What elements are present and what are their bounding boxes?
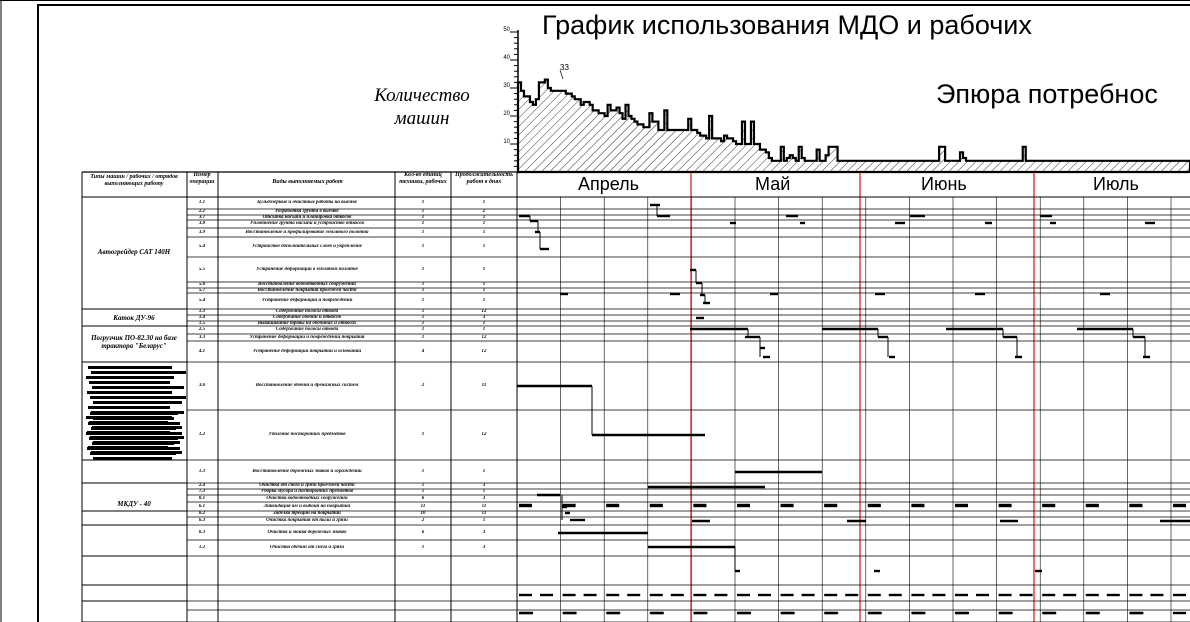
op-number-cell: 1.2 <box>198 545 206 550</box>
schedule-bars <box>517 205 1190 613</box>
workers-cell: 1 <box>421 334 425 340</box>
op-number-cell: 2.2 <box>198 209 206 214</box>
work-type-cell: Очистка обочин от снега и грязи <box>269 545 345 550</box>
header-machine-type: Типы машин / рабочих / отрядов выполняющих работу <box>90 174 178 187</box>
work-type-cell: Устранение деформаций в земляном полотне <box>256 266 358 272</box>
workers-cell: 2 <box>421 383 425 388</box>
duration-cell: 1 <box>482 266 486 272</box>
duration-cell: 3 <box>482 483 486 488</box>
op-number-cell: 1.3 <box>198 468 206 474</box>
redacted-text-line <box>86 432 182 435</box>
workers-cell: 1 <box>421 244 425 249</box>
work-type-cell: Устранение деформаций и повреждений покрытия <box>249 334 365 340</box>
op-number-cell: 5.7 <box>198 287 206 293</box>
redacted-text-line <box>87 391 172 394</box>
y-tick-label: 30 <box>503 83 510 89</box>
workers-cell: 1 <box>421 483 425 488</box>
op-number-cell: 3.6 <box>198 383 206 388</box>
work-type-cell: Очистка и мойка дорожных знаков <box>267 529 347 535</box>
work-type-cell: Устранение деформаций и повреждений <box>261 298 353 303</box>
redacted-text-line <box>90 396 186 399</box>
y-axis-label-line2: машин <box>394 108 450 129</box>
duration-cell: 1 <box>482 518 486 523</box>
op-number-cell: 5.4 <box>198 298 206 303</box>
workers-cell: 1 <box>421 468 425 474</box>
op-number-cell: 3.7 <box>198 214 206 220</box>
machine-name: Погрузчик ПО-82.30 на базе трактора "Беларус" <box>91 334 177 350</box>
workers-cell: 6 <box>421 529 425 535</box>
op-number-cell: 6.3 <box>198 518 206 523</box>
work-type-cell: Заделка трещин на покрытии <box>273 511 341 516</box>
op-number-cell: 8.1 <box>198 495 206 501</box>
work-type-cell: Очистка от снега и грязи проезжей части <box>259 483 355 488</box>
work-type-cell: Очистка покрытия от пыли и грязи <box>266 518 348 523</box>
redacted-text-line <box>90 412 178 415</box>
workers-cell: 1 <box>421 214 425 220</box>
workers-cell: 11 <box>420 503 426 509</box>
machine-name: Каток ДУ-96 <box>113 314 155 322</box>
duration-cell: 1 <box>482 468 486 474</box>
workers-cell: 1 <box>421 432 425 437</box>
work-type-cell: Отсыпка насыпи и планировка откосов <box>262 214 352 220</box>
duration-cell: 1 <box>482 244 486 249</box>
y-tick-label: 20 <box>503 111 510 117</box>
month-label-april: Апрель <box>578 174 640 194</box>
y-axis-label-line1: Количество <box>374 85 470 106</box>
op-number-cell: 1.3 <box>198 309 206 314</box>
month-label-june: Июнь <box>921 174 967 194</box>
redacted-text-line <box>89 437 178 440</box>
op-number-cell: 1.2 <box>198 432 206 437</box>
work-type-cell: Уплотнение грунта насыпи и устройство откосов <box>249 221 364 226</box>
header-duration: Продолжительность работ в днях <box>455 172 513 185</box>
duration-cell: 1 <box>482 214 486 220</box>
redacted-text-line <box>86 376 174 379</box>
op-number-cell: 5.5 <box>198 266 206 272</box>
redacted-text-line <box>91 427 176 430</box>
workers-cell: 1 <box>421 229 425 235</box>
redacted-text-line <box>89 381 170 384</box>
duration-cell: 11 <box>481 383 487 388</box>
redacted-text-line <box>87 447 180 450</box>
duration-cell: 1 <box>482 287 486 293</box>
duration-cell: 1 <box>482 327 486 332</box>
duration-cell: 1 <box>482 489 486 494</box>
op-number-cell: 1.5 <box>198 320 206 326</box>
chart-title: График использования МДО и рабочих <box>542 10 1032 40</box>
redacted-text-line <box>91 371 186 374</box>
work-type-cell: Устройство дополнительных слоёв и укрепление <box>251 244 363 249</box>
work-type-cell: Удаление посторонних предметов <box>268 432 346 437</box>
duration-cell: 12 <box>481 348 487 354</box>
workers-cell: 1 <box>421 327 425 332</box>
op-number-cell: 3.8 <box>198 221 206 226</box>
redacted-text-line <box>88 366 172 369</box>
redacted-text-line <box>93 401 182 404</box>
work-type-cell: Содержание полосы отвода <box>275 327 339 332</box>
duration-cell: 1 <box>482 320 486 326</box>
op-number-cell: 2.5 <box>198 327 206 332</box>
duration-cell: 2 <box>482 209 486 214</box>
y-tick-label: 10 <box>503 139 510 145</box>
work-type-cell: Содержание полосы отвода <box>275 309 339 314</box>
header-op-number: Номер операции <box>189 172 215 185</box>
duration-cell: 11 <box>481 511 487 516</box>
y-tick-label: 50 <box>503 27 510 33</box>
op-number-cell: 1.4 <box>198 315 206 320</box>
workers-cell: 4 <box>421 348 425 354</box>
workers-cell: 1 <box>421 489 425 494</box>
work-type-cell: Разработка грунта в выемке <box>275 209 339 214</box>
schedule-grid <box>82 172 1190 622</box>
work-type-cell: Ликвидация ям и выбоин на покрытии <box>263 503 351 509</box>
redacted-text-line <box>88 406 170 409</box>
workers-cell: 1 <box>421 221 425 226</box>
workers-cell: 1 <box>421 200 425 205</box>
redacted-text-line <box>93 417 174 420</box>
chart-subtitle: Эпюра потребнос <box>936 79 1158 109</box>
redacted-text-line <box>90 452 176 455</box>
op-number-cell: 5.6 <box>198 282 206 287</box>
op-number-cell: 6.2 <box>198 511 206 516</box>
op-number-cell: 6.1 <box>198 503 206 509</box>
duration-cell: 1 <box>482 229 486 235</box>
work-type-cell: Восстановление покрытия проезжей части <box>257 287 357 293</box>
work-type-cell: Восстановление обочин и дренажных систем <box>255 383 359 388</box>
peak-data-label: 33 <box>560 63 569 72</box>
duration-cell: 3 <box>482 529 486 535</box>
duration-cell: 12 <box>481 334 487 340</box>
redacted-text-line <box>93 457 172 460</box>
redacted-text-line <box>88 422 180 425</box>
workers-cell: 1 <box>421 266 425 272</box>
work-type-cell: Содержание обочин и откосов <box>273 315 341 320</box>
op-number-cell: 3.9 <box>198 229 206 235</box>
duration-cell: 1 <box>482 200 486 205</box>
y-tick-label: 40 <box>503 55 510 61</box>
header-work-type: Виды выполняемых работ <box>272 179 343 185</box>
duration-cell: 3 <box>482 545 486 550</box>
work-type-cell: Восстановление дорожных знаков и ограждений <box>252 468 362 474</box>
machine-name: Автогрейдер CAT 140H <box>97 248 171 256</box>
work-type-cell: Уборка мусора и посторонних предметов <box>260 489 354 494</box>
workers-cell: 1 <box>421 315 425 320</box>
workers-cell: 1 <box>421 298 425 303</box>
workers-cell: 1 <box>421 282 425 287</box>
y-axis-label <box>352 84 492 130</box>
workers-cell: 1 <box>421 309 425 314</box>
workers-cell: 1 <box>421 320 425 326</box>
duration-cell: 1 <box>482 221 486 226</box>
work-type-cell: Очистка водоотводных сооружений <box>266 495 348 501</box>
work-type-cell: Восстановление и профилирование земляного полотна <box>245 229 369 235</box>
op-number-cell: 8.3 <box>198 529 206 535</box>
workers-cell: 1 <box>421 209 425 214</box>
workers-cell: 6 <box>421 495 425 501</box>
month-label-may: Май <box>755 174 791 194</box>
work-type-cell: Выкашивание травы на обочинах и откосах <box>257 320 357 326</box>
header-workers: Кол-во единиц техники, рабочих <box>399 172 447 185</box>
op-number-cell: 1.1 <box>198 200 206 205</box>
op-number-cell: 4.1 <box>198 348 206 354</box>
workers-cell: 1 <box>421 545 425 550</box>
redacted-text-line <box>92 386 184 389</box>
op-number-cell: 5.4 <box>198 244 206 249</box>
duration-cell: 12 <box>481 432 487 437</box>
redacted-text-line <box>92 442 174 445</box>
work-type-cell: Восстановление водоотводных сооружений <box>258 282 356 287</box>
duration-cell: 11 <box>481 503 487 509</box>
op-number-cell: 2.4 <box>198 483 206 488</box>
duration-cell: 1 <box>482 282 486 287</box>
workers-cell: 1 <box>421 287 425 293</box>
op-number-cell: 7.3 <box>198 489 206 494</box>
duration-cell: 3 <box>482 495 486 501</box>
duration-cell: 3 <box>482 315 486 320</box>
op-number-cell: 3.3 <box>198 334 206 340</box>
duration-cell: 1 <box>482 298 486 303</box>
machine-name: МКДУ - 40 <box>117 500 151 508</box>
workers-cell: 2 <box>421 518 425 523</box>
workers-cell: 10 <box>420 511 426 516</box>
month-label-july: Июль <box>1093 174 1139 194</box>
duration-cell: 12 <box>481 309 487 314</box>
work-type-cell: Бульдозерные и очистные работы на выемке <box>257 200 357 205</box>
work-type-cell: Устранение деформаций покрытий и оснований <box>252 348 362 354</box>
